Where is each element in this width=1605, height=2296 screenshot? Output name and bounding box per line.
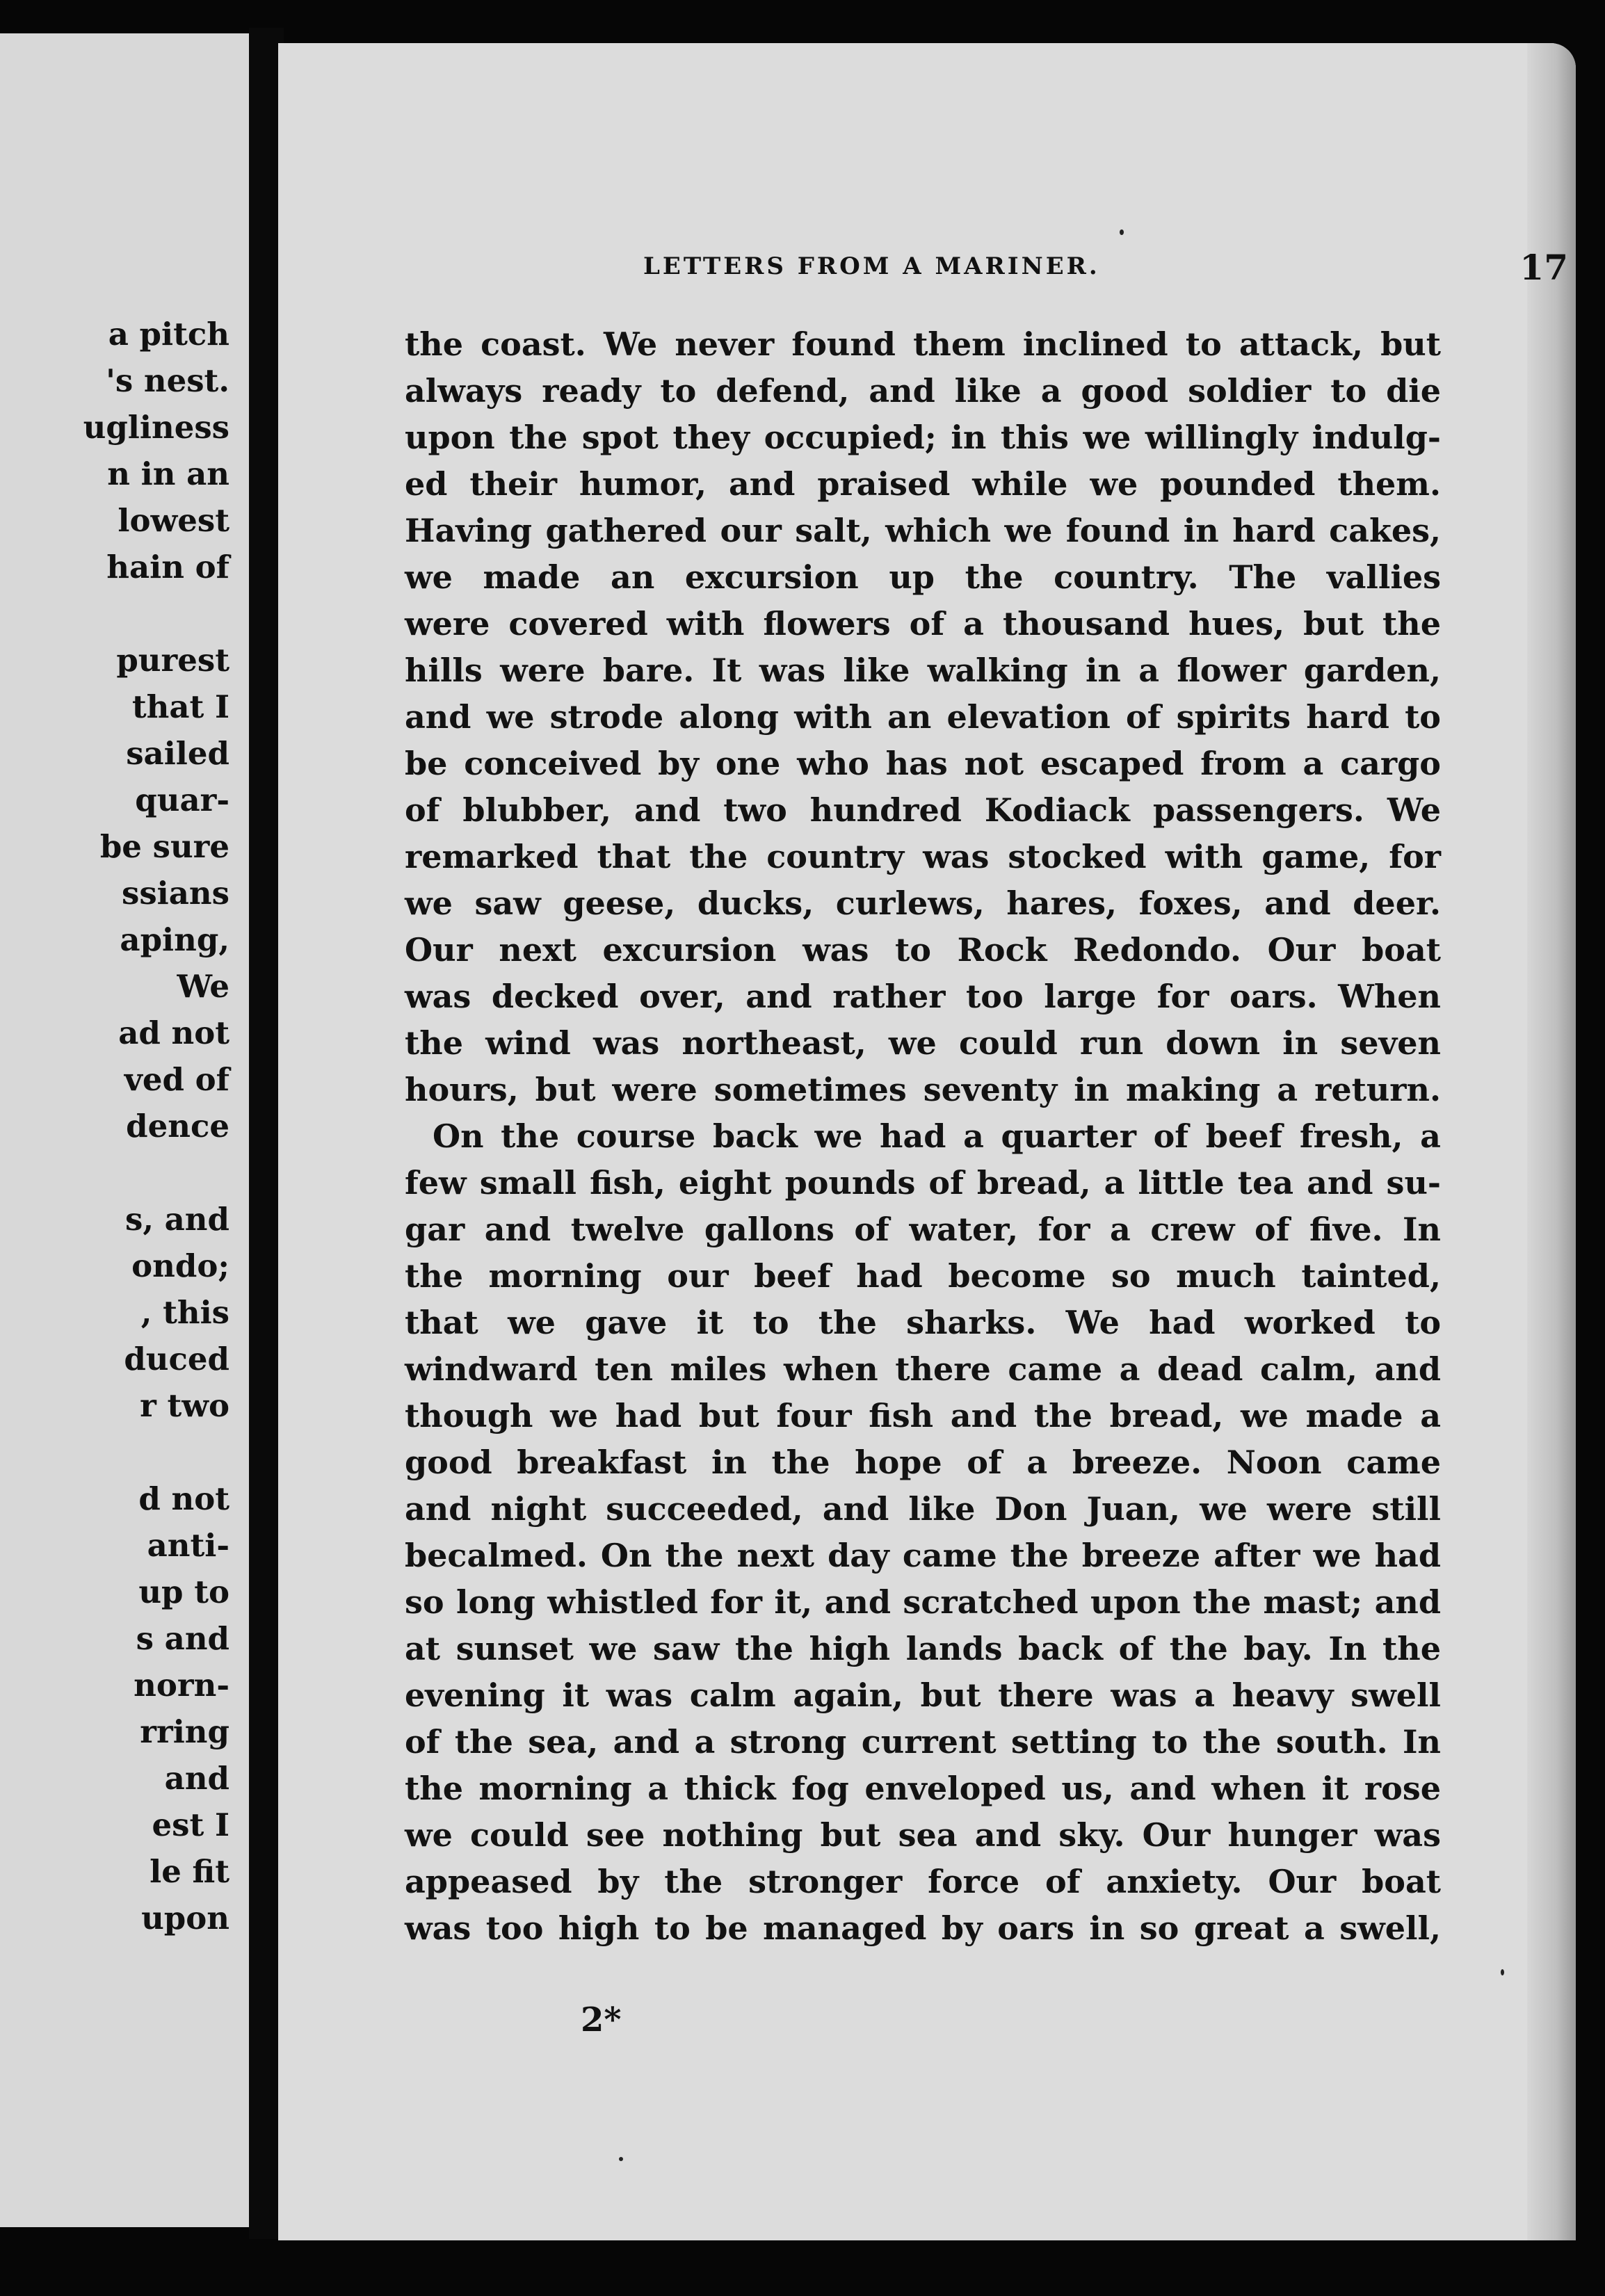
text-line: the morning our beef had become so much tainted, xyxy=(405,1257,1441,1295)
left-page-line: d not xyxy=(138,1480,229,1517)
left-page-line: est I xyxy=(152,1806,229,1843)
text-line: few small fish, eight pounds of bread, a little tea and su- xyxy=(405,1164,1441,1202)
left-page-line: lowest xyxy=(118,502,229,539)
text-line: appeased by the stronger force of anxiety. Our boat xyxy=(405,1863,1441,1900)
left-page-line: aping, xyxy=(120,921,229,958)
dust-speck xyxy=(619,2157,623,2161)
dust-speck xyxy=(1501,1969,1504,1975)
signature-mark: 2* xyxy=(581,2000,622,2039)
left-page-line: n in an xyxy=(107,455,229,492)
left-page-line: up to xyxy=(138,1574,229,1610)
left-page-line: ved of xyxy=(124,1061,229,1098)
text-line: were covered with flowers of a thousand hues, but the xyxy=(405,605,1441,642)
text-line: of the sea, and a strong current setting to the south. In xyxy=(405,1723,1441,1761)
text-line: and we strode along with an elevation of spirits hard to xyxy=(405,698,1441,736)
left-page-line: ondo; xyxy=(131,1247,229,1284)
text-line: though we had but four fish and the bread, we made a xyxy=(405,1397,1441,1434)
text-line: the morning a thick fog enveloped us, and when it rose xyxy=(405,1770,1441,1807)
left-page-line: ugliness xyxy=(83,409,229,446)
text-line: was too high to be managed by oars in so great a swell, xyxy=(405,1909,1441,1947)
text-line: ed their humor, and praised while we pounded them. xyxy=(405,465,1441,503)
text-line: we could see nothing but sea and sky. Our hunger was xyxy=(405,1816,1441,1854)
left-page-line: be sure xyxy=(99,828,229,865)
left-page-line: anti- xyxy=(147,1527,229,1564)
text-line: hills were bare. It was like walking in a flower garden, xyxy=(405,652,1441,689)
left-page-line: le fit xyxy=(150,1853,229,1890)
dust-speck xyxy=(1120,229,1124,235)
left-page-line: and xyxy=(164,1760,229,1797)
text-line: was decked over, and rather too large for oars. When xyxy=(405,978,1441,1015)
text-line: and night succeeded, and like Don Juan, we were still xyxy=(405,1490,1441,1528)
running-title: LETTERS FROM A MARINER. xyxy=(643,252,1100,280)
left-page-line: s, and xyxy=(124,1201,229,1238)
text-line: windward ten miles when there came a dead calm, and xyxy=(405,1350,1441,1388)
body-text xyxy=(405,321,1441,1952)
left-page-line: We xyxy=(177,968,229,1005)
left-page-line: s and xyxy=(136,1620,229,1657)
text-line: gar and twelve gallons of water, for a crew of five. In xyxy=(405,1211,1441,1248)
left-page-line: r two xyxy=(140,1387,229,1424)
text-line: at sunset we saw the high lands back of the bay. In the xyxy=(405,1630,1441,1667)
left-page-line: dence xyxy=(126,1108,229,1145)
left-page-line: hain of xyxy=(106,549,229,585)
text-line: hours, but were sometimes seventy in making a return. xyxy=(405,1071,1441,1108)
running-head xyxy=(643,247,1568,296)
text-line: the wind was northeast, we could run down in seven xyxy=(405,1024,1441,1062)
text-line: we made an excursion up the country. The vallies xyxy=(405,558,1441,596)
left-page-line: a pitch xyxy=(108,316,229,353)
left-page-line: sailed xyxy=(126,735,229,772)
left-page-line: rring xyxy=(140,1713,229,1750)
text-line: be conceived by one who has not escaped from a cargo xyxy=(405,745,1441,782)
text-line: Our next excursion was to Rock Redondo. Our boat xyxy=(405,931,1441,969)
text-line: Having gathered our salt, which we found in hard cakes, xyxy=(405,512,1441,549)
left-page-line: duced xyxy=(124,1341,229,1377)
text-line: of blubber, and two hundred Kodiack passengers. We xyxy=(405,791,1441,829)
page-number: 17 xyxy=(1519,247,1568,288)
left-page-line: quar- xyxy=(135,782,229,818)
text-line: we saw geese, ducks, curlews, hares, foxes, and deer. xyxy=(405,884,1441,922)
left-page-line: ad not xyxy=(118,1014,229,1051)
text-line: the coast. We never found them inclined to attack, but xyxy=(405,325,1441,363)
right-page xyxy=(278,43,1576,2240)
left-page-line: norn- xyxy=(134,1667,229,1704)
text-line: becalmed. On the next day came the breeze after we had xyxy=(405,1537,1441,1574)
text-line: that we gave it to the sharks. We had worked to xyxy=(405,1304,1441,1341)
text-line: On the course back we had a quarter of beef fresh, a xyxy=(433,1117,1441,1155)
left-page-line: 's nest. xyxy=(106,362,229,399)
page-edge xyxy=(1527,43,1576,2240)
left-page-line: ssians xyxy=(122,875,229,912)
left-page-line: that I xyxy=(131,688,229,725)
text-line: evening it was calm again, but there was a heavy swell xyxy=(405,1676,1441,1714)
left-page-line: , this xyxy=(140,1294,229,1331)
text-line: always ready to defend, and like a good soldier to die xyxy=(405,372,1441,410)
text-line: good breakfast in the hope of a breeze. Noon came xyxy=(405,1444,1441,1481)
left-page-line: upon xyxy=(141,1900,229,1937)
left-page-fragment xyxy=(0,33,249,2227)
text-line: upon the spot they occupied; in this we willingly indulg- xyxy=(405,419,1441,456)
text-line: so long whistled for it, and scratched upon the mast; and xyxy=(405,1583,1441,1621)
left-page-line: purest xyxy=(116,642,229,679)
text-line: remarked that the country was stocked with game, for xyxy=(405,838,1441,875)
